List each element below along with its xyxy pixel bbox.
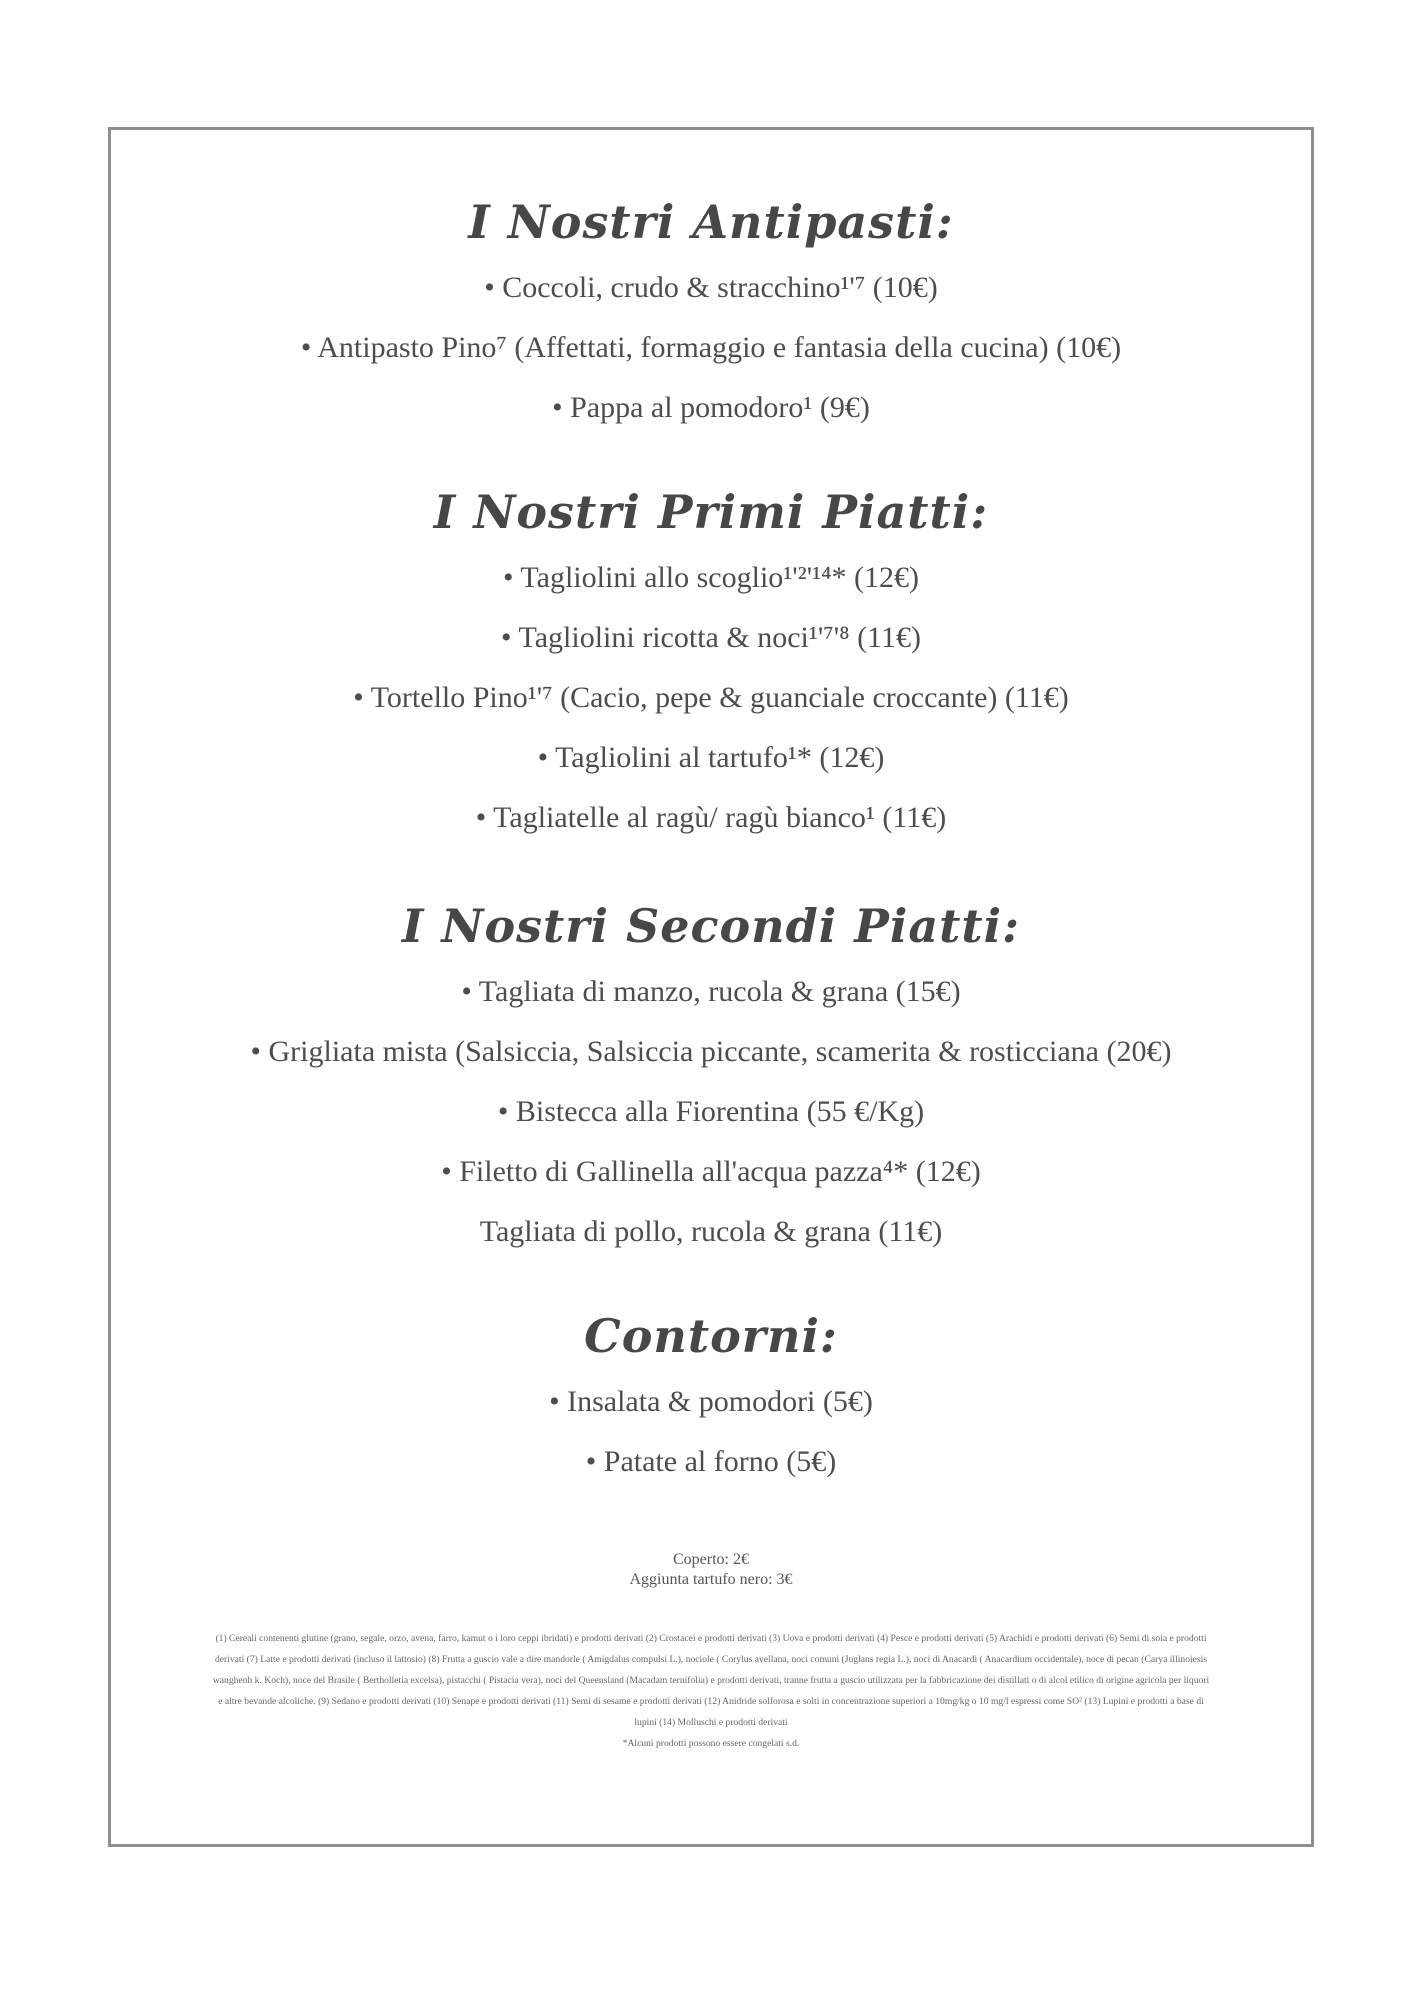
item-list [111, 962, 1311, 1262]
menu-item: • Tagliolini ricotta & noci¹'⁷'⁸ (11€) [501, 621, 921, 654]
menu-item: • Coccoli, crudo & stracchino¹'⁷ (10€) [484, 271, 938, 304]
section-contorni [111, 1300, 1311, 1492]
menu-item: • Patate al forno (5€) [585, 1445, 837, 1478]
frozen-note: *Alcuni prodotti possono essere congelati s.d. [622, 1738, 800, 1749]
allergen-text: (1) Cereali contenenti glutine (grano, segale, orzo, avena, farro, kamut o i loro ceppi ibridati) e prodotti derivati (2) Crostacei e prodotti derivati (3) Uova e prodotti derivati (4) Pesce e prodotti derivati (5) Arachidi e prodotti derivati (6) Semi di soia e prodotti derivati (7) Latte e prodotti derivati (incluso il lattosio) (8) Frutta a guscio vale a dire mandorle ( Amigdalus compulsi L.), nociole ( Corylus avellana, noci comuni (Juglans regia L.), noci di Anacardi ( Anacardium occidentale), noce di pecan (Carya illinoiesis wanghenh k. Koch), noce del Brasile ( Bertholletia excelsa), pistacchi ( Pistacia vera), noci del Queensland (Macadam ternifolia) e prodotti derivati, tranne frutta a guscio utilizzata per la fabbricazione dei distillati o di alcol etilico di origine agricola per liquori e altre bevande alcoliche. (9) Sedano e prodotti derivati (10) Senape e prodotti derivati (11) Semi di sesame e prodotti derivati (12) Anidride solforosa e solti in concentrazione superiori a 10mg/kg o 10 mg/l espressi come SO² (13) Lupini e prodotti a base di lupini (14) Molluschi e prodotti derivati [212, 1633, 1210, 1728]
tartufo-note: Aggiunta tartufo nero: 3€ [629, 1571, 793, 1588]
menu-item: • Tagliolini allo scoglio¹'²'¹⁴* (12€) [502, 561, 920, 594]
menu-item: • Filetto di Gallinella all'acqua pazza⁴* (12€) [441, 1155, 981, 1188]
menu-item: • Tagliata di manzo, rucola & grana (15€) [461, 975, 961, 1008]
menu-item: Tagliata di pollo, rucola & grana (11€) [479, 1215, 943, 1248]
menu-item: • Tagliolini al tartufo¹* (12€) [537, 741, 885, 774]
menu-item: • Grigliata mista (Salsiccia, Salsiccia piccante, scamerita & rosticciana (20€) [250, 1035, 1172, 1068]
section-heading: Contorni: [584, 1309, 838, 1363]
menu-item: • Insalata & pomodori (5€) [549, 1385, 873, 1418]
coperto-note: Coperto: 2€ [673, 1551, 749, 1568]
menu-frame [108, 127, 1314, 1847]
item-list [111, 548, 1311, 848]
menu-item: • Antipasto Pino⁷ (Affettati, formaggio e fantasia della cucina) (10€) [300, 331, 1122, 364]
menu-item: • Tortello Pino¹'⁷ (Cacio, pepe & guanciale croccante) (11€) [353, 681, 1069, 714]
menu-item: • Bistecca alla Fiorentina (55 €/Kg) [497, 1095, 925, 1128]
item-list [111, 1372, 1311, 1492]
item-list [111, 258, 1311, 438]
allergen-legend [211, 1628, 1211, 1754]
menu-item: • Tagliatelle al ragù/ ragù bianco¹ (11€) [475, 801, 947, 834]
section-primi [111, 476, 1311, 848]
section-heading: I Nostri Secondi Piatti: [401, 899, 1021, 953]
section-heading: I Nostri Antipasti: [468, 195, 954, 249]
menu-item: • Pappa al pomodoro¹ (9€) [552, 391, 870, 424]
section-heading: I Nostri Primi Piatti: [433, 485, 989, 539]
section-antipasti [111, 186, 1311, 438]
price-notes [111, 1550, 1311, 1590]
section-secondi [111, 890, 1311, 1262]
